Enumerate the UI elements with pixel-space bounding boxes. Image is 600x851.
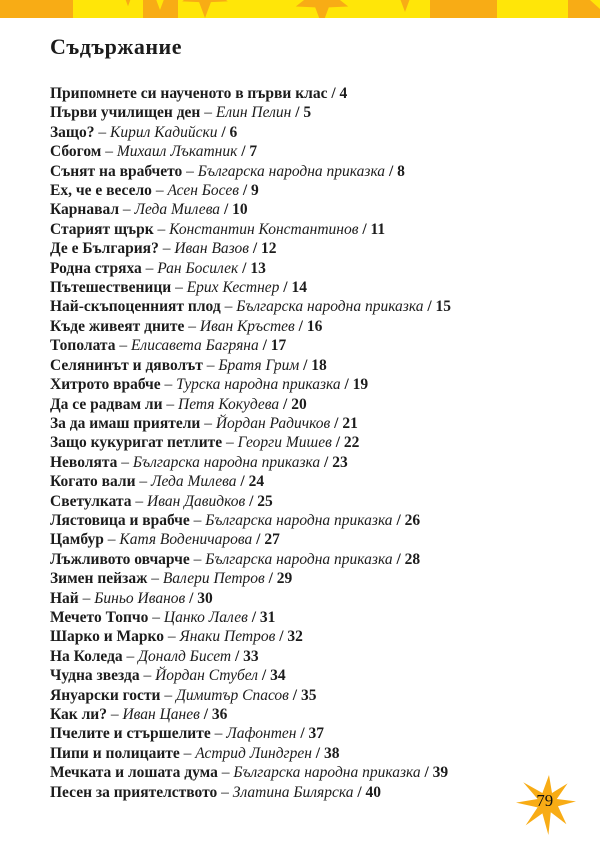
toc-entry-page: / 18	[299, 356, 327, 374]
toc-entry-separator: –	[147, 570, 163, 588]
toc-entry-author: Българска народна приказка	[236, 298, 424, 316]
toc-entry	[50, 686, 560, 705]
toc-entry-page: / 9	[238, 182, 259, 200]
toc-entry-title: За да имаш приятели	[50, 414, 201, 432]
toc-entry-page: / 22	[331, 434, 360, 452]
toc-entry-separator: –	[148, 608, 164, 626]
toc-entry-separator: –	[153, 220, 170, 238]
toc-entry	[50, 356, 560, 375]
toc-entry-title: Пипи и полицаите	[50, 744, 180, 762]
toc-entry-separator: –	[158, 240, 175, 258]
toc-entry-author: Цанко Лалев	[163, 608, 248, 626]
toc-entry-author: Българска народна приказка	[197, 162, 386, 180]
toc-entry-separator: –	[117, 453, 133, 471]
toc-entry	[50, 744, 560, 763]
toc-entry-title: Лъжливото овчарче	[50, 550, 190, 568]
toc-entry-author: Иван Кръстев	[199, 317, 295, 335]
toc-entry-separator: –	[200, 414, 216, 432]
toc-entry	[50, 763, 560, 782]
toc-entry	[50, 84, 560, 103]
toc-entry-author: Ерих Кестнер	[186, 279, 280, 297]
toc-entry-title: Неволята	[50, 453, 118, 471]
toc-entry-separator: –	[103, 531, 120, 549]
toc-entry-separator: –	[160, 686, 176, 704]
toc-entry	[50, 647, 560, 666]
toc-entry-page: / 30	[185, 589, 213, 607]
toc-entry-page: / 26	[392, 511, 421, 529]
toc-entry-separator: –	[141, 259, 158, 277]
toc-entry-title: Първи училищен ден	[50, 104, 201, 122]
toc-entry-separator: –	[182, 162, 198, 180]
toc-entry-title: Песен за приятелството	[50, 783, 218, 801]
toc-entry-separator: –	[189, 550, 206, 568]
toc-entry-page: / 28	[392, 550, 421, 568]
toc-entry	[50, 103, 560, 122]
toc-entry	[50, 297, 560, 316]
toc-content	[50, 18, 560, 802]
toc-entry-title: Най-скъпоценният плод	[50, 298, 221, 316]
toc-entry-page: / 4	[327, 85, 348, 102]
toc-entry-author: Българска народна приказка	[233, 764, 421, 782]
toc-entry-title: Светулката	[50, 492, 132, 510]
toc-entry-author: Петя Кокудева	[178, 395, 280, 413]
toc-entry-page: / 21	[330, 414, 358, 432]
toc-entry-author: Асен Босев	[167, 182, 239, 200]
toc-entry-title: Сбогом	[50, 143, 102, 161]
toc-entry-page: / 12	[249, 240, 277, 258]
toc-entry	[50, 589, 560, 608]
toc-entry	[50, 453, 560, 472]
toc-entry-title: Когато вали	[50, 473, 136, 491]
toc-entry-page: / 38	[311, 744, 340, 762]
toc-entry	[50, 336, 560, 355]
toc-entry-page: / 27	[252, 531, 280, 549]
toc-entry	[50, 511, 560, 530]
toc-entry-title: Защо кукуригат петлите	[50, 434, 223, 452]
toc-entry	[50, 259, 560, 278]
toc-entry-title: Чудна звезда	[50, 667, 140, 685]
toc-entry-page: / 24	[236, 473, 265, 491]
toc-entry-author: Българска народна приказка	[205, 550, 393, 568]
toc-entry	[50, 433, 560, 452]
toc-entry-page: / 25	[245, 492, 273, 510]
toc-entry-page: / 40	[353, 783, 382, 801]
toc-entry-title: Цамбур	[50, 531, 104, 549]
toc-entry	[50, 395, 560, 414]
toc-entry-title: Ех, че е весело	[50, 182, 152, 200]
toc-entry	[50, 200, 560, 219]
toc-entry-author: Кирил Кадийски	[110, 123, 218, 141]
toc-entry-page: / 16	[294, 317, 323, 335]
toc-entry	[50, 162, 560, 181]
toc-entry-separator: –	[184, 317, 200, 335]
toc-entry-separator: –	[106, 706, 123, 723]
toc-entry	[50, 317, 560, 336]
toc-entry-separator: –	[220, 298, 237, 316]
toc-entry-author: Константин Константинов	[169, 220, 359, 238]
toc-entry-author: Валери Петров	[162, 570, 265, 588]
toc-entry	[50, 472, 560, 491]
toc-entry-title: Хитрото врабче	[50, 376, 161, 394]
toc-entry	[50, 783, 560, 802]
toc-entry-title: Старият щърк	[50, 220, 154, 238]
toc-entry-separator: –	[101, 143, 117, 161]
toc-entry	[50, 239, 560, 258]
toc-entry-page: / 13	[238, 259, 266, 277]
toc-entry-page: / 20	[279, 395, 307, 413]
toc-entry	[50, 724, 560, 743]
toc-entry-title: На Коледа	[50, 647, 123, 665]
toc-entry-page: / 14	[279, 279, 307, 297]
toc-entry	[50, 123, 560, 142]
top-border-decoration	[0, 0, 600, 18]
toc-entry-author: Турска народна приказка	[176, 376, 341, 394]
toc-entry-title: Тополата	[50, 337, 116, 355]
toc-entry-separator: –	[217, 764, 234, 782]
toc-entry-title: Лястовица и врабче	[50, 511, 190, 529]
toc-entry-title: Къде живеят дните	[50, 317, 185, 335]
starburst-icon	[516, 775, 576, 835]
toc-entry-page: / 7	[237, 143, 258, 161]
toc-entry-title: Пчелите и стършелите	[50, 725, 211, 743]
toc-entry-title: Припомнете си наученото в първи клас	[50, 85, 328, 102]
toc-entry-title: Защо?	[50, 123, 95, 141]
toc-entry-separator: –	[210, 725, 227, 743]
toc-entry-author: Катя Воденичарова	[119, 531, 253, 549]
toc-entry-page: / 8	[385, 162, 405, 180]
page-number-star	[516, 775, 576, 835]
toc-entry-author: Астрид Линдгрен	[195, 744, 312, 762]
toc-entry-author: Доналд Бисет	[138, 647, 232, 665]
toc-entry-page: / 39	[420, 764, 449, 782]
toc-entry-author: Янаки Петров	[179, 628, 276, 646]
toc-entry-author: Иван Давидков	[147, 492, 246, 510]
toc-entry-page: / 29	[264, 570, 293, 588]
page-number: 79	[536, 791, 554, 811]
toc-entry-separator: –	[119, 201, 135, 219]
toc-entry	[50, 550, 560, 569]
toc-entry-page: / 11	[358, 220, 386, 238]
toc-entry-page: / 5	[291, 104, 312, 122]
toc-entry-author: Братя Грим	[218, 356, 300, 374]
toc-entry-title: Мечето Топчо	[50, 608, 149, 626]
toc-entry-title: Карнавал	[50, 201, 120, 219]
page-title: Съдържание	[50, 34, 182, 59]
toc-entry-author: Йордан Радичков	[215, 414, 331, 432]
toc-entry-author: Ран Босилек	[157, 259, 239, 277]
toc-entry-separator: –	[217, 783, 233, 801]
toc-entry-separator: –	[164, 628, 180, 646]
toc-entry-title: Да се радвам ли	[50, 395, 163, 413]
toc-entry	[50, 142, 560, 161]
toc-entry-separator: –	[94, 123, 111, 141]
toc-entry-author: Иван Вазов	[174, 240, 249, 258]
toc-entry-author: Лафонтен	[226, 725, 297, 743]
toc-entry-author: Биньо Иванов	[94, 589, 186, 607]
toc-entry-author: Леда Милева	[151, 473, 237, 491]
toc-entry-title: Сънят на врабчето	[50, 162, 183, 180]
toc-entry-author: Иван Цанев	[122, 706, 200, 723]
toc-entry	[50, 278, 560, 297]
toc-entry-title: Мечката и лошата дума	[50, 764, 218, 782]
toc-entry-separator: –	[139, 667, 156, 685]
toc-entry-author: Елисавета Багряна	[130, 337, 259, 355]
toc-entry-page: / 34	[258, 667, 286, 685]
toc-entry-page: / 15	[423, 298, 452, 316]
toc-entry-separator: –	[78, 589, 95, 607]
toc-entry	[50, 705, 560, 724]
toc-entry-page: / 17	[258, 337, 287, 355]
toc-entry-author: Леда Милева	[134, 201, 221, 219]
toc-entry-page: / 10	[220, 201, 248, 219]
toc-entry	[50, 530, 560, 549]
toc-entry-author: Димитър Спасов	[175, 686, 289, 704]
toc-entry-separator: –	[189, 511, 206, 529]
toc-entry-title: Де е България?	[50, 240, 159, 258]
toc-entry	[50, 666, 560, 685]
toc-entry-page: / 6	[217, 123, 238, 141]
toc-list	[50, 84, 560, 802]
toc-entry-title: Селянинът и дяволът	[50, 356, 203, 374]
toc-entry-author: Михаил Лъкатник	[116, 143, 238, 161]
toc-entry-author: Българска народна приказка	[132, 453, 321, 471]
toc-entry-title: Януарски гости	[50, 686, 161, 704]
toc-entry-separator: –	[131, 492, 148, 510]
toc-entry-author: Йордан Стубел	[155, 667, 259, 685]
toc-entry-page: / 31	[247, 608, 276, 626]
toc-entry-title: Шарко и Марко	[50, 628, 165, 646]
toc-entry-title: Най	[50, 589, 79, 607]
toc-entry	[50, 569, 560, 588]
toc-entry-author: Георги Мишев	[237, 434, 332, 452]
toc-entry-separator: –	[179, 744, 196, 762]
toc-entry	[50, 220, 560, 239]
toc-entry	[50, 492, 560, 511]
toc-entry-separator: –	[162, 395, 179, 413]
toc-entry-title: Пътешественици	[50, 279, 172, 297]
toc-entry-title: Как ли?	[50, 706, 107, 723]
toc-entry-separator: –	[222, 434, 238, 452]
toc-entry-page: / 23	[320, 453, 348, 471]
toc-entry-separator: –	[160, 376, 177, 394]
toc-entry-page: / 19	[340, 376, 369, 394]
toc-entry-page: / 35	[288, 686, 317, 704]
toc-entry-separator: –	[122, 647, 139, 665]
toc-entry-page: / 36	[199, 706, 228, 723]
toc-entry	[50, 414, 560, 433]
toc-entry-title: Родна стряха	[50, 259, 142, 277]
toc-entry-title: Зимен пейзаж	[50, 570, 148, 588]
toc-entry	[50, 608, 560, 627]
toc-entry-page: / 33	[231, 647, 259, 665]
toc-entry-separator: –	[202, 356, 219, 374]
toc-entry-author: Българска народна приказка	[205, 511, 393, 529]
toc-entry-author: Елин Пелин	[215, 104, 292, 122]
toc-entry-separator: –	[151, 182, 168, 200]
toc-entry-separator: –	[135, 473, 152, 491]
toc-entry	[50, 181, 560, 200]
toc-entry	[50, 627, 560, 646]
toc-entry-page: / 32	[275, 628, 303, 646]
toc-entry-separator: –	[115, 337, 131, 355]
toc-entry-separator: –	[200, 104, 216, 122]
toc-entry	[50, 375, 560, 394]
toc-entry-separator: –	[171, 279, 187, 297]
toc-entry-author: Златина Билярска	[232, 783, 354, 801]
toc-entry-page: / 37	[296, 725, 325, 743]
star-band-graphic	[0, 0, 600, 18]
